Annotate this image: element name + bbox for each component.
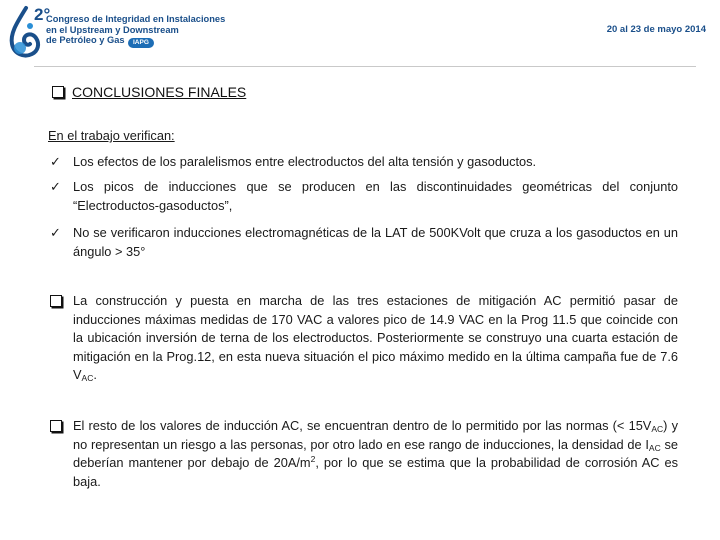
- text-span: El resto de los valores de inducción AC, se encuentran dentro de lo permitido por las normas (< 15V: [73, 418, 652, 433]
- iapg-badge: IAPG: [128, 38, 154, 48]
- check-item-text: No se verificaron inducciones electromagnéticas de la LAT de 500KVolt que cruza a los gasoductos en un ángulo > 35°: [73, 225, 678, 259]
- check-item: [50, 224, 678, 261]
- text-span: .: [93, 367, 97, 382]
- text-span: , por lo que se estima que la probabilidad de corrosión AC es baja.: [73, 455, 678, 489]
- header: [0, 0, 720, 66]
- subscript: AC: [81, 373, 94, 383]
- header-divider: [34, 66, 696, 67]
- check-item: [50, 153, 678, 172]
- checkmark-icon: ✓: [50, 179, 61, 194]
- square-bullet-icon: [50, 295, 62, 307]
- conference-line: en el Upstream y Downstream: [46, 24, 179, 35]
- square-bullet-icon: [52, 86, 64, 98]
- paragraph-text: [73, 417, 678, 491]
- check-item-text: Los efectos de los paralelismos entre electroductos del alta tensión y gasoductos.: [73, 154, 537, 169]
- intro-text: En el trabajo verifican:: [48, 128, 175, 143]
- text-span: La construcción y puesta en marcha de las tres estaciones de mitigación AC permitió pasar de inducciones máximas medidas de 170 VAC a valores pico de 14.9 VAC en la Prog 11.5 que coincide con la ubicación inversión de terna de los electroductos. Posteriormente se construyo una cuarta estación de mitigación en la Prog.12, en esta nueva situación el pico máximo medido en la última campaña fue de 7.6 V: [73, 293, 678, 382]
- page-title: CONCLUSIONES FINALES: [72, 84, 247, 100]
- conference-dates: 20 al 23 de mayo 2014: [606, 24, 706, 35]
- square-bullet-icon: [50, 420, 62, 432]
- check-item-text: Los picos de inducciones que se producen en las discontinuidades geométricas del conjunto “Electroductos-gasoductos”,: [73, 179, 678, 213]
- paragraph-text: [73, 292, 678, 385]
- checkmark-icon: ✓: [50, 154, 61, 169]
- subscript: AC: [651, 424, 664, 434]
- subscript: AC: [648, 442, 661, 453]
- superscript: 2: [310, 454, 316, 464]
- checkmark-icon: ✓: [50, 225, 61, 240]
- conference-ordinal: 2°: [34, 5, 51, 24]
- conference-line: Congreso de Integridad en Instalaciones: [46, 14, 226, 24]
- check-item: [50, 178, 678, 215]
- text-span: ) y no representan un riesgo a las personas, por otro lado en ese rango de inducciones, la densidad de I: [73, 418, 679, 452]
- section-title-row: [52, 84, 246, 100]
- text-span: se deberían mantener por debajo de 20A/m: [73, 436, 678, 470]
- conference-line: de Petróleo y Gas: [46, 35, 125, 45]
- paragraph-induction: [50, 417, 678, 491]
- paragraph-mitigation: [50, 292, 678, 385]
